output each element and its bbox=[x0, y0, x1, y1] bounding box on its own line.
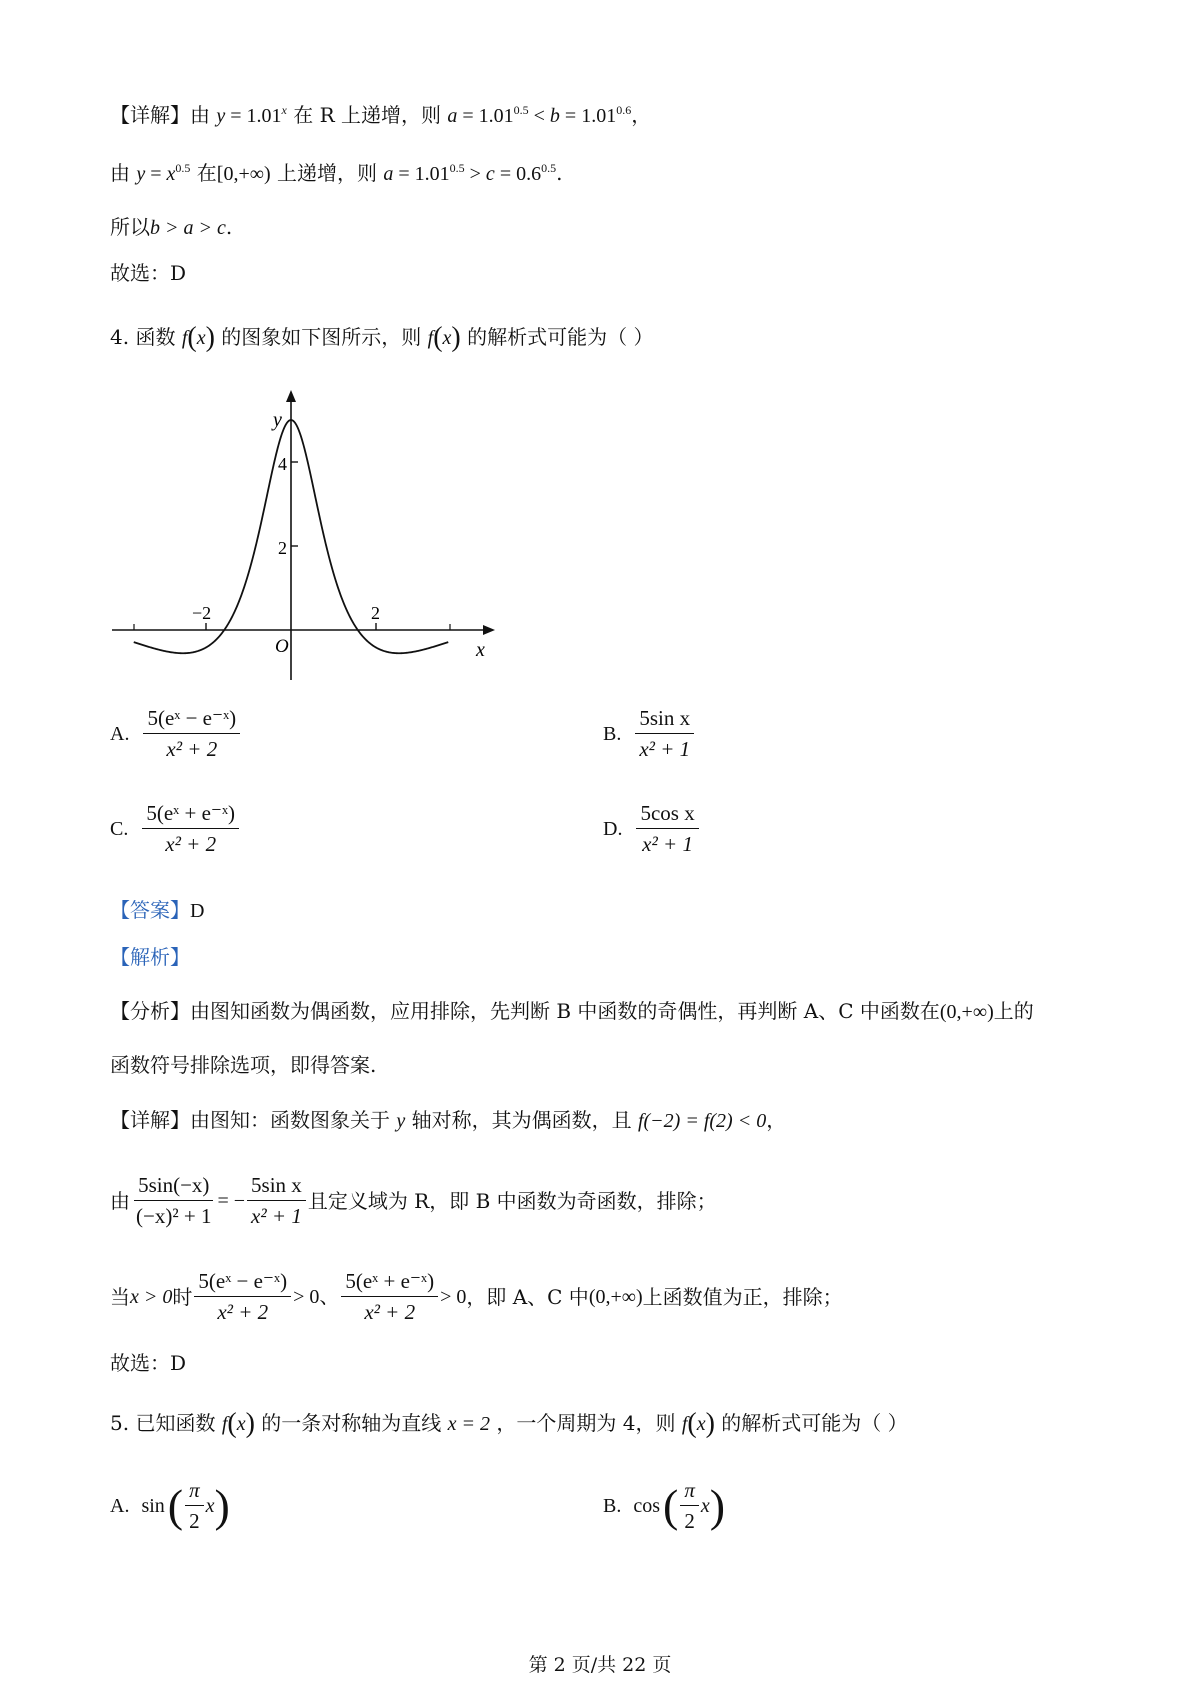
q5-option-a[interactable] bbox=[110, 1475, 230, 1536]
math-text: > 0、 bbox=[293, 1285, 340, 1308]
numerator: 5(eˣ + e⁻ˣ) bbox=[142, 798, 239, 829]
denominator: x² + 1 bbox=[251, 1204, 302, 1228]
text: 在 bbox=[196, 161, 217, 185]
math-var: x bbox=[166, 163, 176, 185]
exponent: 0.5 bbox=[449, 161, 465, 175]
detail-line-5 bbox=[110, 1105, 786, 1136]
math-var: a bbox=[383, 163, 394, 185]
numerator: 5(eˣ − e⁻ˣ) bbox=[194, 1266, 291, 1297]
numerator: 5sin(−x) bbox=[134, 1170, 213, 1201]
math-var: x bbox=[700, 1494, 710, 1517]
text: 5. 已知函数 bbox=[110, 1411, 216, 1435]
math-expr: x > 0 bbox=[130, 1285, 173, 1308]
paren: ) bbox=[705, 1408, 715, 1439]
page-footer: 第 2 页/共 22 页 bbox=[528, 1654, 672, 1676]
text: 4. 函数 bbox=[110, 325, 176, 349]
math-expr: f(−2) = f(2) < 0 bbox=[637, 1110, 767, 1132]
tick-label-y4: 4 bbox=[278, 454, 287, 474]
interval: (0,+∞) bbox=[939, 1001, 994, 1023]
fraction bbox=[680, 1475, 699, 1536]
math-text: < bbox=[528, 105, 550, 127]
detail-line-2 bbox=[110, 158, 562, 189]
text: ，一个周期为 4，则 bbox=[496, 1411, 676, 1435]
math-text: = 1.01 bbox=[225, 105, 282, 127]
function-name: sin bbox=[141, 1494, 165, 1517]
option-label: B. bbox=[603, 722, 622, 745]
text: 由 bbox=[110, 161, 130, 185]
question-4-stem bbox=[110, 322, 653, 353]
math-expr: x = 2 bbox=[447, 1413, 491, 1435]
exponent: 0.5 bbox=[175, 161, 191, 175]
denominator: x² + 2 bbox=[166, 737, 218, 761]
text: 【详解】由图知：函数图象关于 bbox=[110, 1108, 390, 1132]
detail-line-1 bbox=[110, 100, 651, 131]
numerator: π bbox=[680, 1475, 699, 1506]
fraction bbox=[185, 1475, 204, 1536]
math-var: y bbox=[136, 163, 146, 185]
option-label: A. bbox=[110, 722, 130, 745]
math-var: x bbox=[236, 1413, 246, 1435]
detail-line-6 bbox=[110, 1170, 717, 1231]
option-label: C. bbox=[110, 817, 129, 840]
numerator: π bbox=[185, 1475, 204, 1506]
math-text: = 1.01 bbox=[457, 105, 514, 127]
math-var: f bbox=[221, 1413, 228, 1435]
answer-value: D bbox=[190, 900, 205, 922]
text: 在 R 上递增，则 bbox=[293, 103, 441, 127]
numerator: 5(eˣ + e⁻ˣ) bbox=[341, 1266, 438, 1297]
denominator: (−x)² + 1 bbox=[136, 1204, 212, 1228]
option-c[interactable] bbox=[110, 798, 241, 859]
y-axis-label: y bbox=[273, 409, 282, 431]
fraction bbox=[341, 1266, 438, 1327]
math-var: y bbox=[216, 105, 226, 127]
exponent: 0.6 bbox=[616, 103, 632, 117]
text: ，即 A、C 中 bbox=[466, 1284, 589, 1309]
denominator: x² + 2 bbox=[217, 1300, 269, 1324]
text: ， bbox=[631, 103, 652, 127]
exponent: x bbox=[281, 103, 287, 117]
numerator: 5(eˣ − e⁻ˣ) bbox=[143, 703, 240, 734]
paren: ) bbox=[451, 322, 461, 353]
fraction bbox=[194, 1266, 291, 1327]
numerator: 5sin x bbox=[247, 1170, 306, 1201]
math-var: b bbox=[549, 105, 560, 127]
text: ， bbox=[766, 1108, 787, 1132]
y-axis-arrow-icon bbox=[286, 390, 296, 402]
answer-tag: 【答案】 bbox=[110, 898, 190, 922]
x-axis-arrow-icon bbox=[483, 625, 495, 635]
jiexi-tag: 【解析】 bbox=[110, 945, 190, 969]
math-var: f bbox=[181, 327, 188, 349]
text: 的解析式可能为（ ） bbox=[467, 325, 654, 349]
paren: ( bbox=[187, 322, 197, 353]
text: 【分析】由图知函数为偶函数，应用排除，先判断 B 中函数的奇偶性，再判断 A、C 中函数在 bbox=[110, 999, 940, 1023]
paren: ( bbox=[433, 322, 443, 353]
math-text: > 0 bbox=[440, 1285, 467, 1308]
tick-label-x2: 2 bbox=[371, 603, 380, 623]
math-var: f bbox=[681, 1413, 688, 1435]
text: 时 bbox=[172, 1284, 193, 1309]
option-a[interactable] bbox=[110, 703, 242, 764]
detail-line-3 bbox=[110, 212, 232, 243]
option-label: A. bbox=[110, 1494, 130, 1517]
paren: ) bbox=[205, 322, 215, 353]
interval: [0,+∞) bbox=[216, 163, 271, 185]
function-name: cos bbox=[633, 1494, 661, 1517]
text: 【详解】由 bbox=[110, 103, 210, 127]
denominator: x² + 1 bbox=[639, 737, 691, 761]
detail-line-7 bbox=[110, 1266, 843, 1327]
detail-line-4: 故选：D bbox=[110, 261, 187, 285]
math-text: > bbox=[464, 163, 486, 185]
question-5-stem bbox=[110, 1408, 908, 1439]
fraction bbox=[636, 798, 698, 859]
text: 上递增，则 bbox=[277, 161, 377, 185]
text: 所以 bbox=[110, 215, 150, 239]
q5-option-b[interactable] bbox=[603, 1475, 725, 1536]
fraction bbox=[635, 703, 694, 764]
exponent: 0.5 bbox=[541, 161, 557, 175]
text: . bbox=[225, 215, 233, 239]
tick-label-xm2: −2 bbox=[192, 603, 212, 623]
math-expr: b > a > c bbox=[150, 217, 226, 239]
numerator: 5sin x bbox=[635, 703, 694, 734]
paren: ) bbox=[245, 1408, 255, 1439]
text: 的解析式可能为（ ） bbox=[721, 1411, 908, 1435]
text: 由 bbox=[110, 1188, 130, 1213]
fraction bbox=[132, 1170, 215, 1231]
paren: ( bbox=[227, 1408, 237, 1439]
option-d[interactable] bbox=[603, 798, 701, 859]
denominator: 2 bbox=[189, 1509, 200, 1533]
math-var: x bbox=[442, 327, 452, 349]
math-text: = 1.01 bbox=[393, 163, 450, 185]
text: . bbox=[556, 161, 563, 185]
math-var: x bbox=[196, 327, 206, 349]
math-var: x bbox=[205, 1494, 215, 1517]
denominator: 2 bbox=[684, 1509, 695, 1533]
tick-label-y2: 2 bbox=[278, 538, 287, 558]
exponent: 0.5 bbox=[513, 103, 529, 117]
text: 的图象如下图所示，则 bbox=[221, 325, 422, 349]
text: 上的 bbox=[993, 999, 1034, 1023]
option-label: D. bbox=[603, 817, 623, 840]
interval: (0,+∞) bbox=[588, 1285, 643, 1308]
math-text: = 1.01 bbox=[559, 105, 617, 127]
origin-label: O bbox=[275, 636, 289, 657]
denominator: x² + 1 bbox=[642, 832, 693, 856]
math-var: y bbox=[396, 1110, 406, 1132]
math-var: f bbox=[427, 327, 434, 349]
answer-line bbox=[110, 895, 204, 926]
analysis-line-2: 函数符号排除选项，即得答案. bbox=[110, 1053, 377, 1077]
analysis-line-1 bbox=[110, 996, 1034, 1027]
detail-line-8: 故选：D bbox=[110, 1351, 187, 1375]
option-label: B. bbox=[603, 1494, 622, 1517]
paren: ) bbox=[214, 1479, 230, 1531]
text: 轴对称，其为偶函数，且 bbox=[411, 1108, 632, 1132]
math-var: a bbox=[447, 105, 458, 127]
fraction bbox=[247, 1170, 306, 1231]
text: 且定义域为 R，即 B 中函数为奇函数，排除； bbox=[307, 1188, 717, 1213]
math-text: = − bbox=[217, 1189, 246, 1212]
denominator: x² + 2 bbox=[165, 832, 217, 856]
option-b[interactable] bbox=[603, 703, 696, 764]
text: 当 bbox=[110, 1284, 130, 1309]
jiexi-line bbox=[110, 942, 190, 972]
text: 上函数值为正，排除； bbox=[642, 1284, 843, 1309]
text: 的一条对称轴为直线 bbox=[261, 1411, 442, 1435]
denominator: x² + 2 bbox=[364, 1300, 416, 1324]
math-var: x bbox=[696, 1413, 706, 1435]
paren: ( bbox=[663, 1479, 679, 1531]
numerator: 5cos x bbox=[636, 798, 698, 829]
fraction bbox=[143, 703, 240, 764]
function-graph bbox=[100, 380, 510, 690]
paren: ( bbox=[167, 1479, 184, 1531]
paren: ( bbox=[687, 1408, 697, 1439]
x-axis-label: x bbox=[476, 639, 485, 661]
fraction bbox=[142, 798, 239, 859]
math-text: = bbox=[145, 163, 167, 185]
math-var: c bbox=[485, 163, 495, 185]
math-text: = 0.6 bbox=[494, 163, 542, 185]
paren: ) bbox=[709, 1479, 726, 1531]
